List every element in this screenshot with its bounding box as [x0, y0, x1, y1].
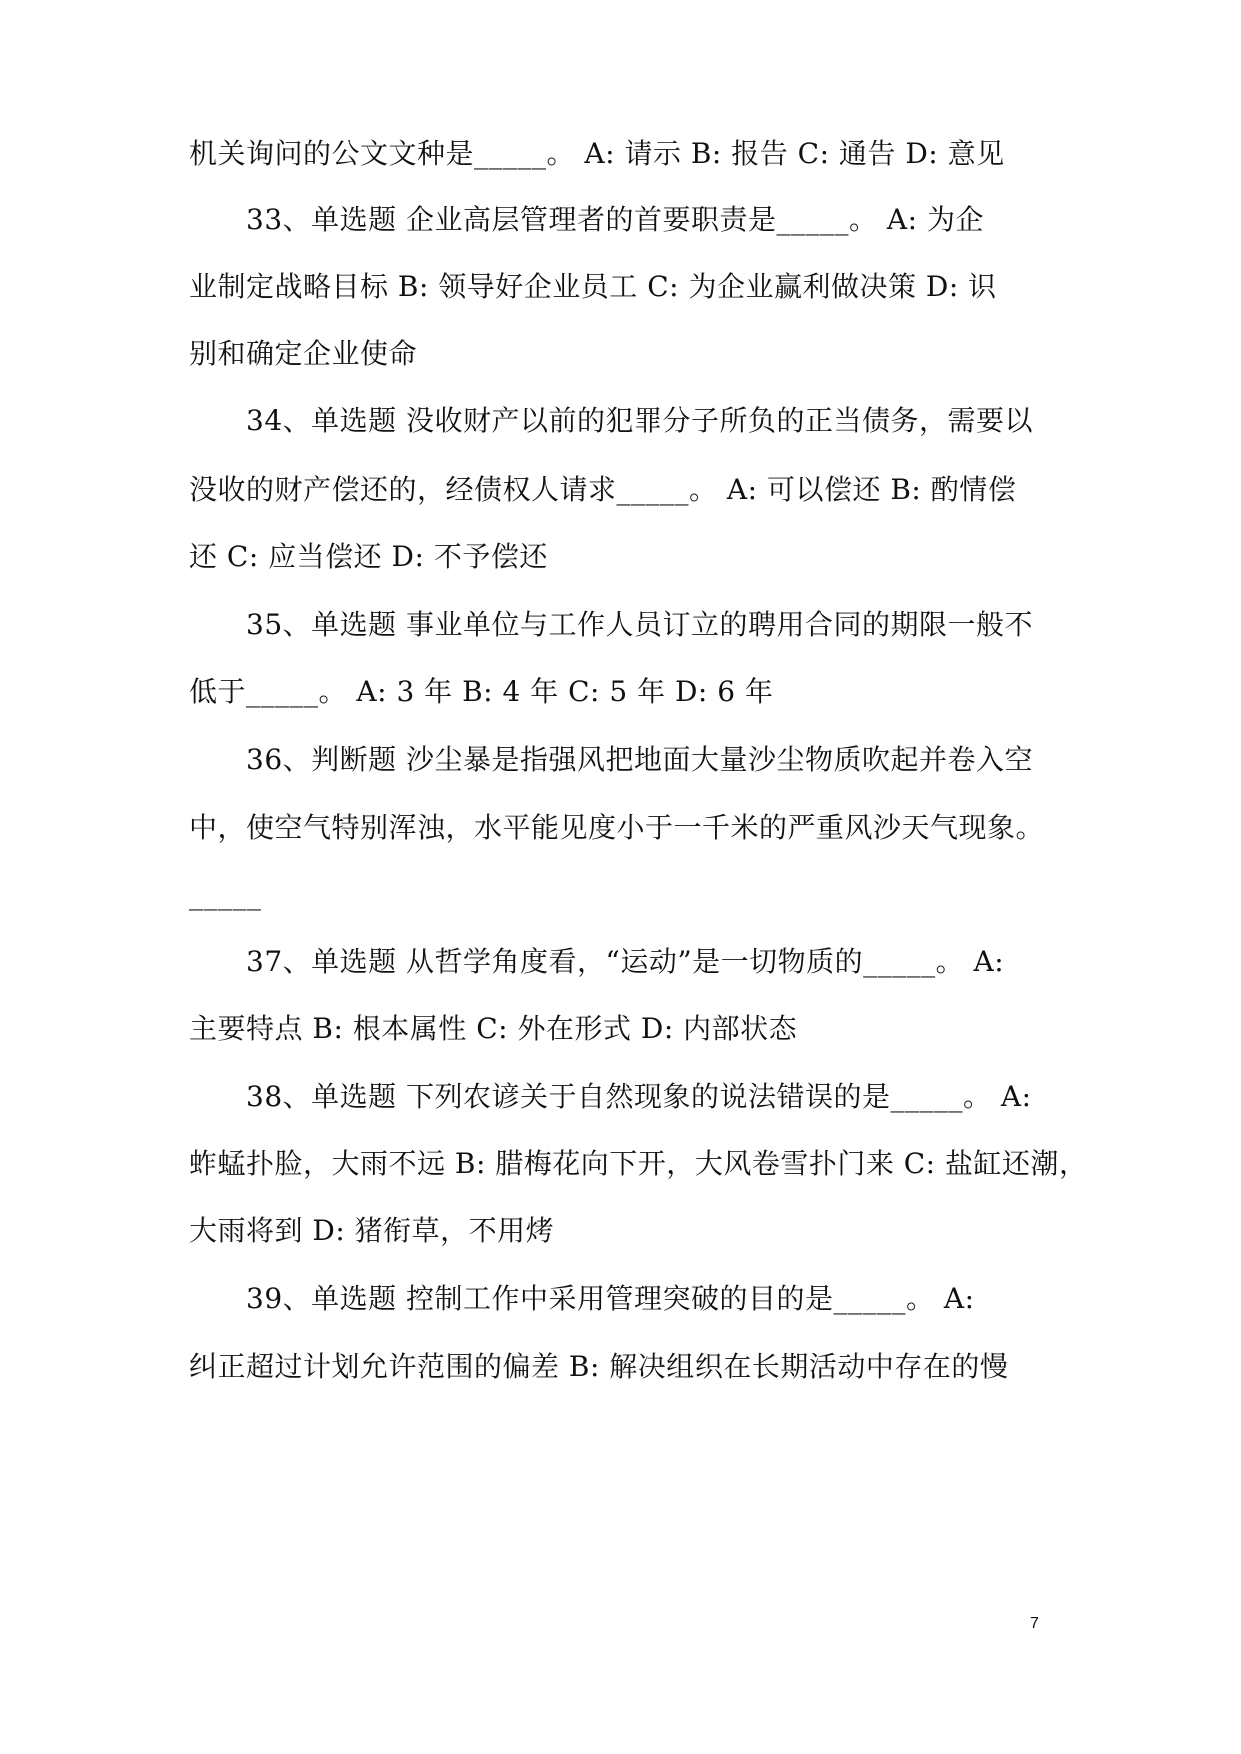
- text-line: 别和确定企业使命: [189, 337, 418, 370]
- question-37-line: 37、单选题 从哲学角度看，“运动”是一切物质的_____。 A:: [246, 945, 1005, 978]
- text-line: 中，使空气特别浑浊，水平能见度小于一千米的严重风沙天气现象。: [189, 811, 1045, 844]
- answer-blank: _____: [189, 878, 262, 911]
- question-39-line: 39、单选题 控制工作中采用管理突破的目的是_____。 A:: [246, 1282, 975, 1315]
- question-38-line: 38、单选题 下列农谚关于自然现象的说法错误的是_____。 A:: [246, 1080, 1032, 1113]
- question-34-line: 34、单选题 没收财产以前的犯罪分子所负的正当债务，需要以: [246, 404, 1034, 437]
- question-35-line: 35、单选题 事业单位与工作人员订立的聘用合同的期限一般不: [246, 608, 1034, 641]
- page-number: 7: [1030, 1615, 1039, 1632]
- text-line: 业制定战略目标 B: 领导好企业员工 C: 为企业赢利做决策 D: 识: [189, 270, 997, 303]
- text-line: 纠正超过计划允许范围的偏差 B: 解决组织在长期活动中存在的慢: [189, 1350, 1009, 1383]
- question-33-line: 33、单选题 企业高层管理者的首要职责是_____。 A: 为企: [246, 203, 984, 236]
- text-line: 低于_____。 A: 3 年 B: 4 年 C: 5 年 D: 6 年: [189, 675, 774, 708]
- text-line: 还 C: 应当偿还 D: 不予偿还: [189, 540, 548, 573]
- text-line: 蚱蜢扑脸，大雨不远 B: 腊梅花向下开，大风卷雪扑门来 C: 盐缸还潮，: [189, 1147, 1088, 1180]
- text-line: 机关询问的公文文种是_____。 A: 请示 B: 报告 C: 通告 D: 意见: [189, 137, 1005, 170]
- question-36-line: 36、判断题 沙尘暴是指强风把地面大量沙尘物质吹起并卷入空: [246, 743, 1034, 776]
- text-line: 没收的财产偿还的，经债权人请求_____。 A: 可以偿还 B: 酌情偿: [189, 473, 1017, 506]
- text-line: 大雨将到 D: 猪衔草，不用烤: [189, 1214, 555, 1247]
- text-line: 主要特点 B: 根本属性 C: 外在形式 D: 内部状态: [189, 1012, 798, 1045]
